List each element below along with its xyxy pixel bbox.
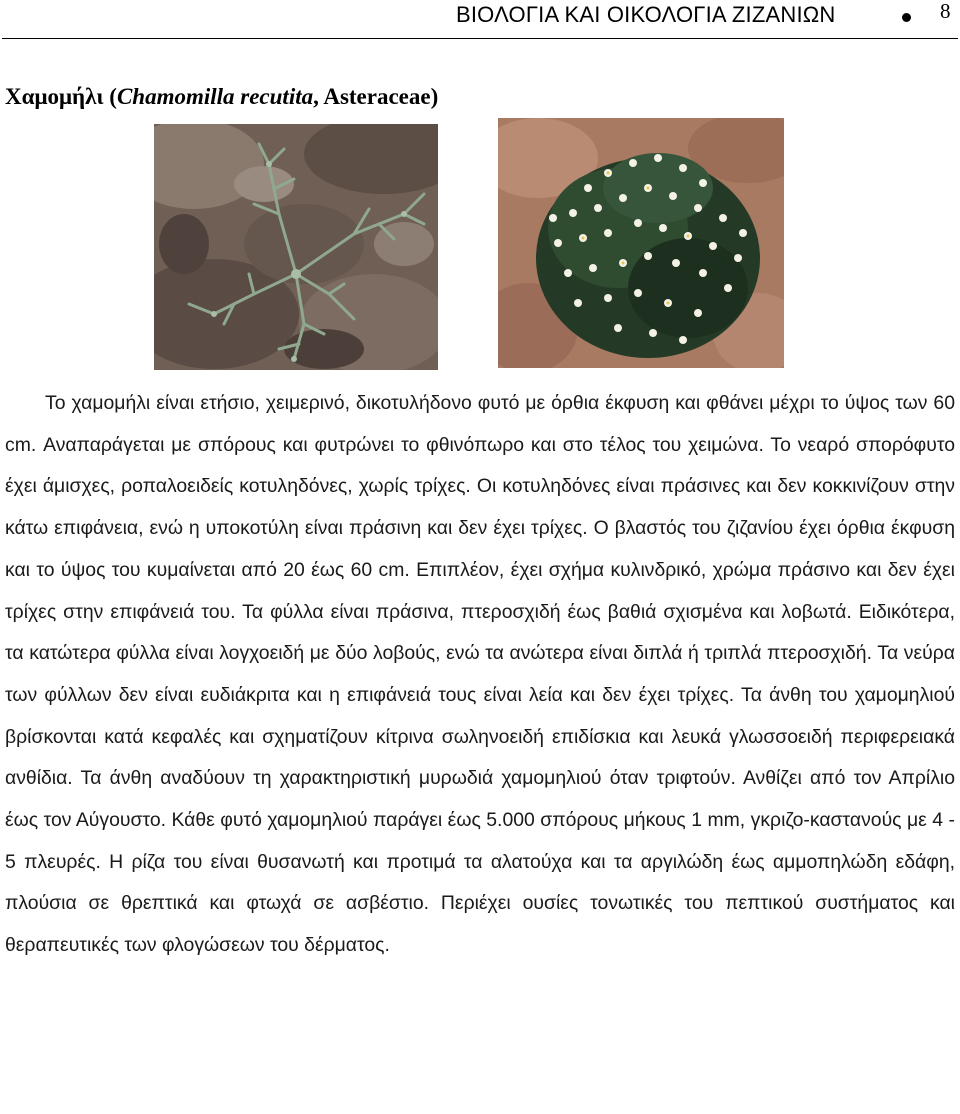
heading-common-name: Χαμομήλι (	[5, 84, 117, 109]
flowering-plant-photo	[498, 118, 784, 368]
seedling-photo	[154, 124, 438, 370]
page-header	[0, 0, 960, 40]
body-paragraph: Το χαμομήλι είναι ετήσιο, χειμερινό, δικοτυλήδονο φυτό με όρθια έκφυση και φθάνει μέχρι το ύψος των 60 cm. Αναπαράγεται με σπόρους και φυτρώνει το φθινόπωρο και στο τέλος του χειμώνα. Το νεαρό σπορόφυτο έχει άμισχες, ροπαλοειδείς κοτυληδόνες, χωρίς τρίχες. Οι κοτυληδόνες είναι πράσινες και δεν κοκκινίζουν στην κάτω επιφάνεια, ενώ η υποκοτύλη είναι πράσινη και δεν έχει τρίχες. Ο βλαστός του ζιζανίου έχει όρθια έκφυση και το ύψος του κυμαίνεται από 20 έως 60 cm. Επιπλέον, έχει σχήμα κυλινδρικό, χρώμα πράσινο και δεν έχει τρίχες στην επιφάνειά του. Τα φύλλα είναι πράσινα, πτεροσχιδή έως βαθιά σχισμένα και λοβωτά. Ειδικότερα, τα κατώτερα φύλλα είναι λογχοειδή με δύο λοβούς, ενώ τα ανώτερα είναι διπλά ή τριπλά πτεροσχιδή. Τα νεύρα των φύλλων δεν είναι ευδιάκριτα και η επιφάνειά τους είναι λεία και δεν έχει τρίχες. Τα άνθη του χαμομηλιού βρίσκονται κατά κεφαλές και σχηματίζουν κίτρινα σωληνοειδή επιδίσκια και λευκά γλωσσοειδή περιφερειακά ανθίδια. Τα άνθη αναδύουν τη χαρακτηριστική μυρωδιά χαμομηλιού όταν τριφτούν. Ανθίζει από τον Απρίλιο έως τον Αύγουστο. Κάθε φυτό χαμομηλιού παράγει έως 5.000 σπόρους μήκους 1 mm, γκριζο-καστανούς με 4 - 5 πλευρές. Η ρίζα του είναι θυσανωτή και προτιμά τα αλατούχα και τα αργιλώδη έως αμμοπηλώδη εδάφη, πλούσια σε θρεπτικά και φτωχά σε ασβέστιο. Περιέχει ουσίες τονωτικές του πεπτικού συστήματος και θεραπευτικές των φλογώσεων του δέρματος.	[5, 392, 955, 957]
section-heading	[5, 84, 438, 110]
running-title: ΒΙΟΛΟΓΙΑ ΚΑΙ ΟΙΚΟΛΟΓΙΑ ΖΙΖΑΝΙΩΝ	[456, 2, 836, 27]
bullet-icon	[902, 13, 911, 22]
page-number: 8	[940, 0, 951, 23]
header-divider	[2, 38, 958, 39]
heading-family: , Asteraceae)	[313, 84, 439, 109]
heading-latin-name: Chamomilla recutita	[116, 84, 314, 109]
